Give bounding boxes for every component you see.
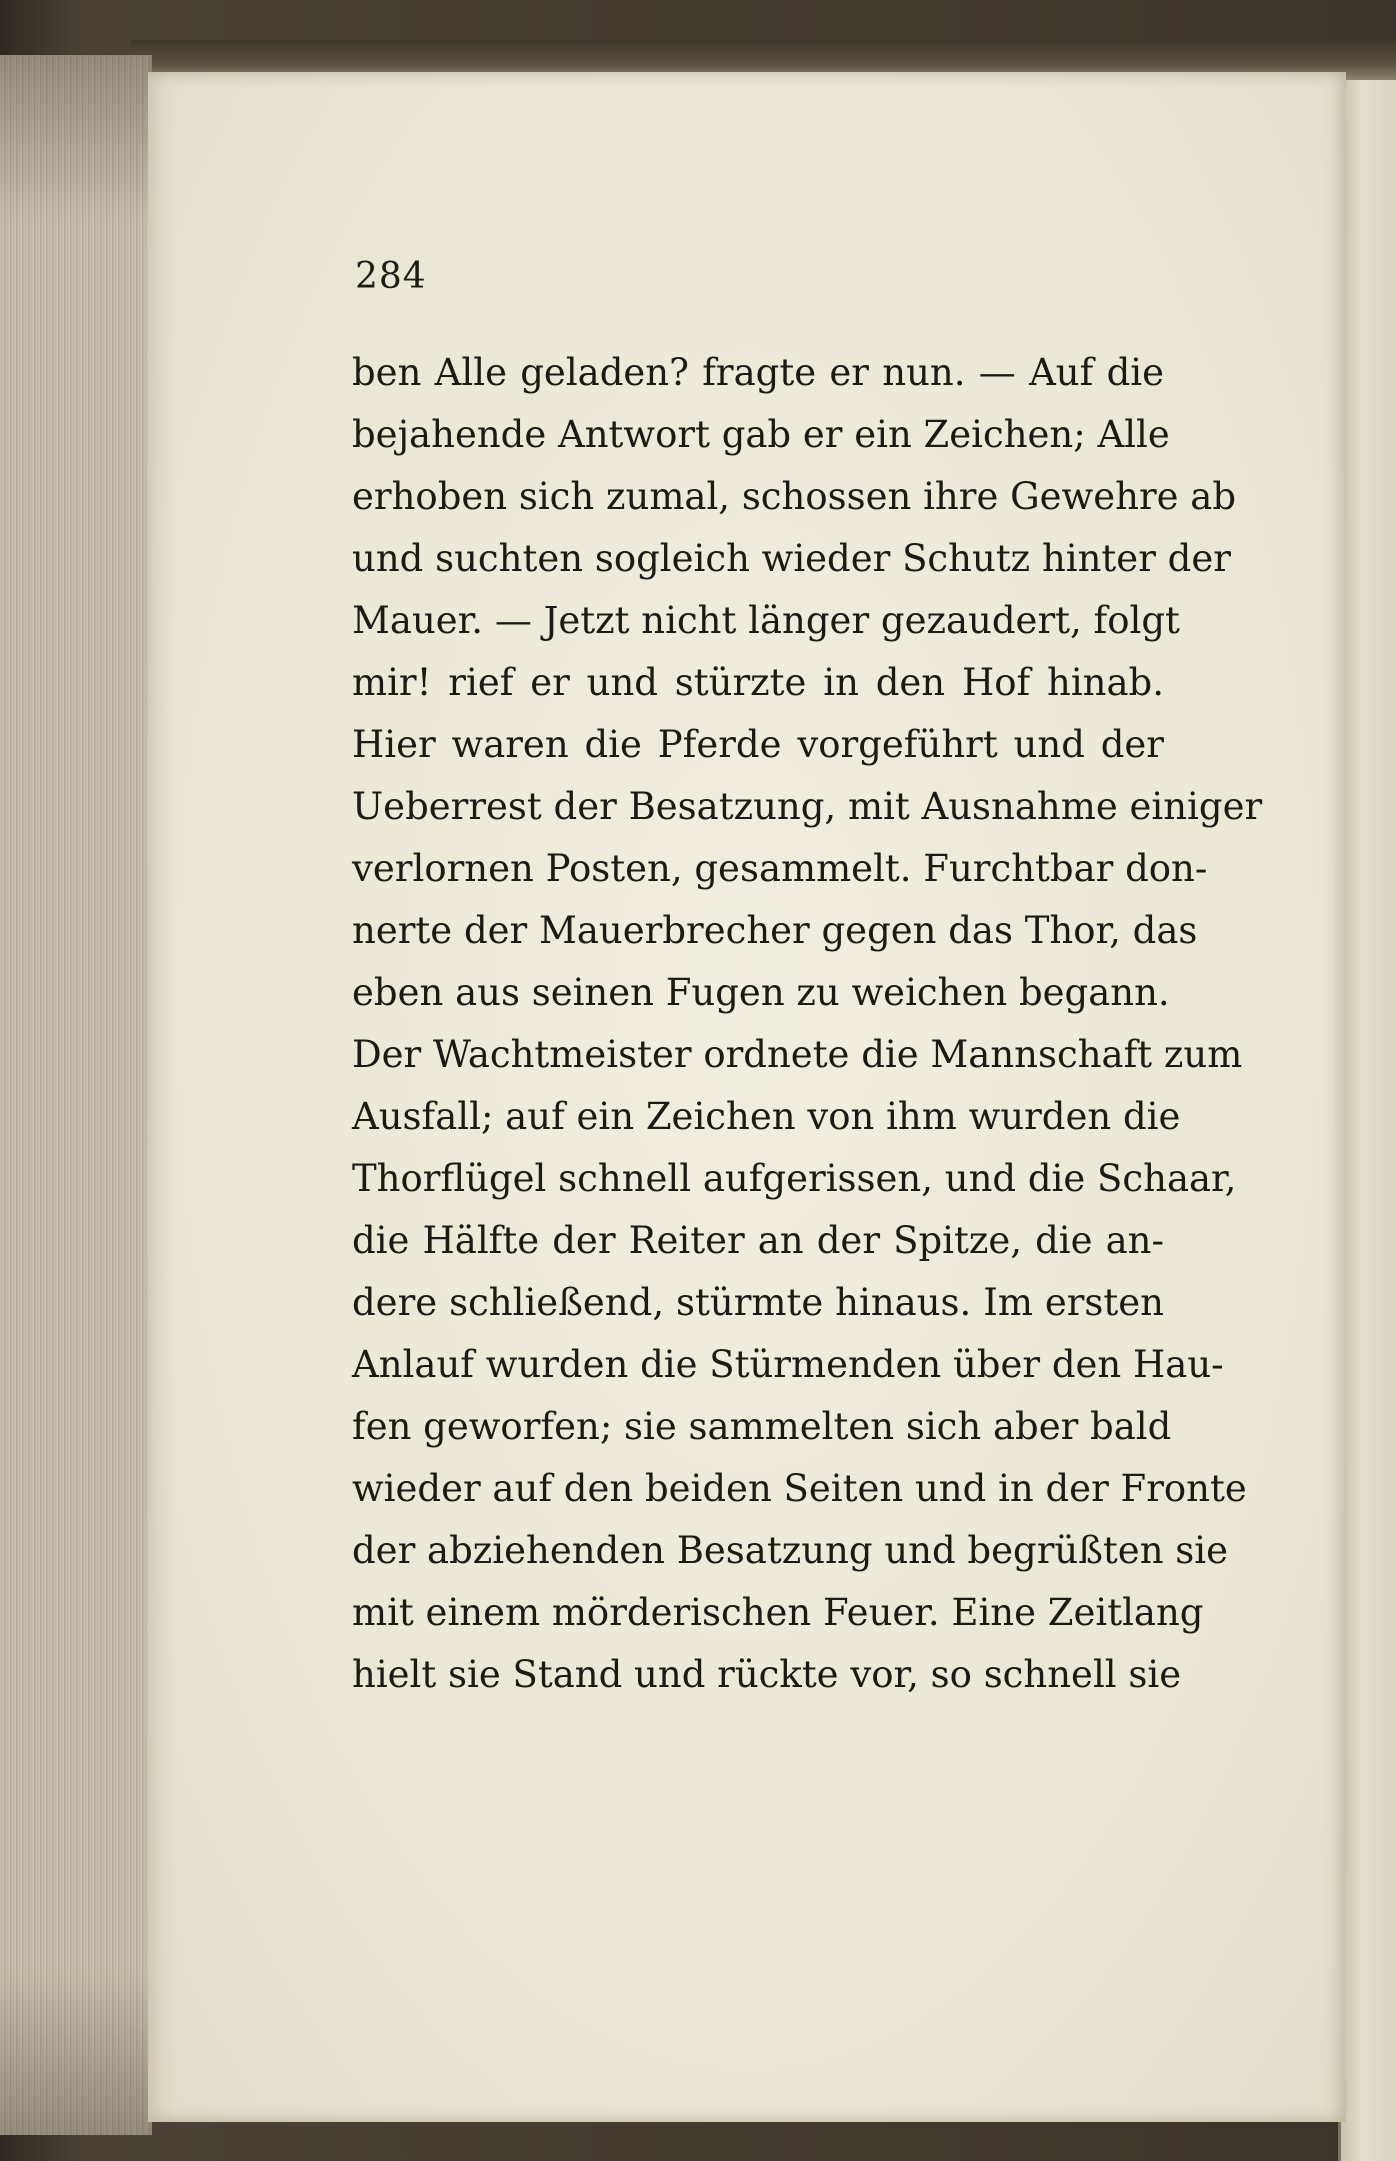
text-line: Hier waren die Pferde vorgeführt und der bbox=[352, 723, 1164, 766]
body-text bbox=[352, 342, 1263, 1706]
text-line: und suchten sogleich wieder Schutz hinter der bbox=[352, 537, 1231, 580]
text-line: wieder auf den beiden Seiten und in der Fronte bbox=[352, 1467, 1247, 1510]
text-line: verlornen Posten, gesammelt. Furchtbar don- bbox=[352, 847, 1208, 890]
text-line: mir! rief er und stürzte in den Hof hinab. bbox=[352, 661, 1164, 704]
text-line: ben Alle geladen? fragte er nun. — Auf die bbox=[352, 351, 1164, 394]
text-line: die Hälfte der Reiter an der Spitze, die an- bbox=[352, 1219, 1164, 1262]
text-line: hielt sie Stand und rückte vor, so schnell sie bbox=[352, 1653, 1182, 1696]
text-line: Anlauf wurden die Stürmenden über den Hau- bbox=[352, 1343, 1224, 1386]
text-line: erhoben sich zumal, schossen ihre Gewehre ab bbox=[352, 475, 1237, 518]
text-line: der abziehenden Besatzung und begrüßten sie bbox=[352, 1529, 1229, 1572]
text-line: Mauer. — Jetzt nicht länger gezaudert, folgt bbox=[352, 599, 1180, 642]
text-line: eben aus seinen Fugen zu weichen begann. bbox=[352, 971, 1170, 1014]
text-line: mit einem mörderischen Feuer. Eine Zeitlang bbox=[352, 1591, 1204, 1634]
text-line: dere schließend, stürmte hinaus. Im ersten bbox=[352, 1281, 1164, 1324]
text-line: Ueberrest der Besatzung, mit Ausnahme einiger bbox=[352, 785, 1263, 828]
text-line: Ausfall; auf ein Zeichen von ihm wurden die bbox=[352, 1095, 1181, 1138]
page-number: 284 bbox=[355, 256, 427, 297]
text-line: Thorflügel schnell aufgerissen, und die Schaar, bbox=[352, 1157, 1237, 1200]
next-page-gutter bbox=[1338, 80, 1396, 2161]
text-line: nerte der Mauerbrecher gegen das Thor, das bbox=[352, 909, 1198, 952]
page-stack-edges bbox=[0, 55, 152, 2135]
text-line: bejahende Antwort gab er ein Zeichen; Alle bbox=[352, 413, 1170, 456]
text-line: Der Wachtmeister ordnete die Mannschaft zum bbox=[352, 1033, 1243, 1076]
text-line: fen geworfen; sie sammelten sich aber bald bbox=[352, 1405, 1172, 1448]
